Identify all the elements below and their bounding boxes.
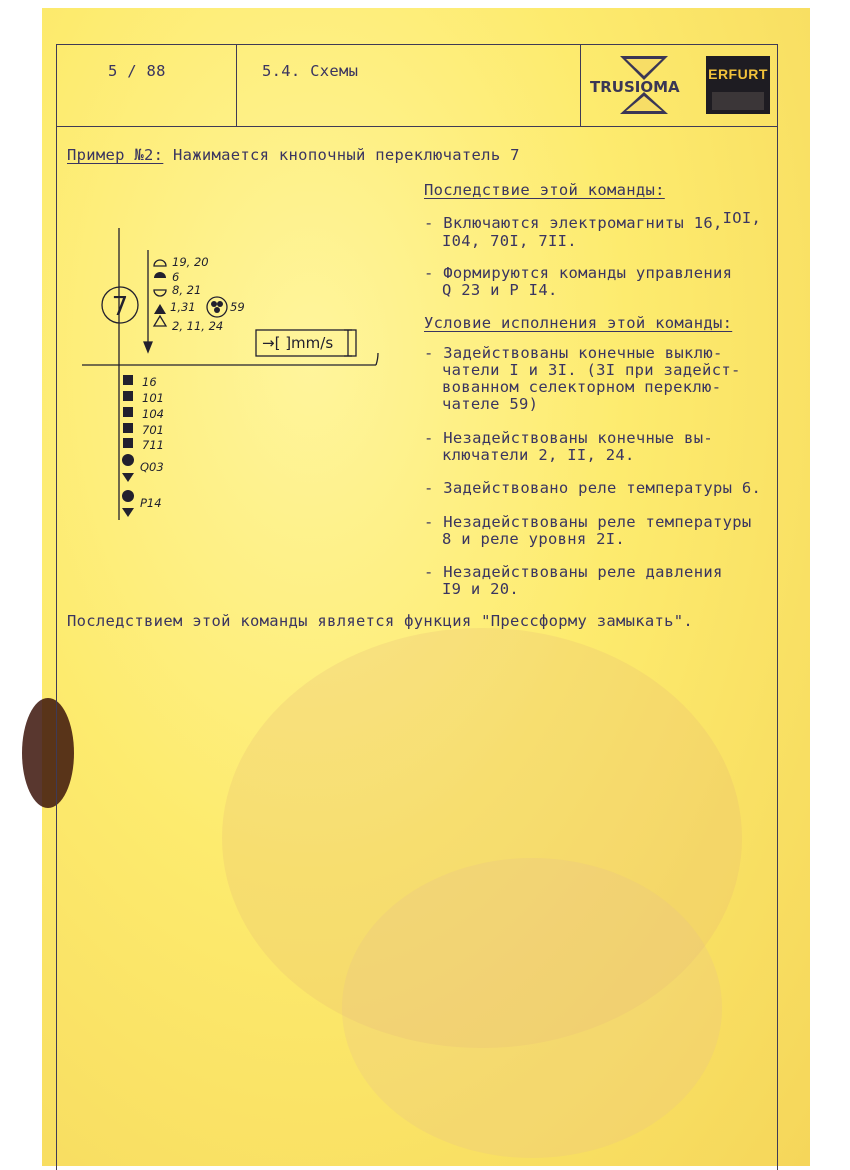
condition-item-line: чатели I и 3I. (3I при задейст- <box>442 361 741 379</box>
section-title: 5.4. Схемы <box>262 62 359 80</box>
header-cell-divider <box>236 44 237 126</box>
switch-number: 7 <box>111 292 129 322</box>
header-cell-divider <box>580 44 581 126</box>
command-label: P14 <box>140 496 162 510</box>
output-label: 104 <box>142 407 164 421</box>
actuator-label: →[ ]mm/s <box>262 334 334 352</box>
logo-text: TRUSIOMA <box>590 78 680 96</box>
condition-item-line: - Незадействованы реле температуры <box>424 513 752 531</box>
diagram-label: 2, 11, 24 <box>172 319 224 333</box>
example-text: Нажимается кнопочный переключатель 7 <box>172 146 520 164</box>
diagram-label: 1,31 <box>170 300 196 314</box>
output-label: 16 <box>142 375 157 389</box>
logic-diagram <box>60 220 390 530</box>
condition-item-line: 8 и реле уровня 2I. <box>442 530 626 548</box>
condition-heading: Условие исполнения этой команды: <box>424 314 733 332</box>
output-label: 701 <box>142 423 164 437</box>
condition-item-line: - Незадействованы реле давления <box>424 563 723 581</box>
consequence-item-line <box>424 209 762 232</box>
consequence-text: - Включаются электромагниты 16, <box>424 214 723 232</box>
example-label: Пример №2: <box>67 146 164 164</box>
condition-item-line: - Незадействованы конечные вы- <box>424 429 713 447</box>
page-number: 5 / 88 <box>108 62 166 80</box>
conclusion-text: Последствием этой команды является функция "Прессформу замыкать". <box>67 612 694 630</box>
consequence-heading: Последствие этой команды: <box>424 181 665 199</box>
command-label: Q03 <box>140 460 164 474</box>
condition-item-line: вованном селекторном переклю- <box>442 378 722 396</box>
condition-item-line: чателе 59) <box>442 395 539 413</box>
condition-item-line: - Задействовано реле температуры 6. <box>424 479 762 497</box>
output-label: 101 <box>142 391 164 405</box>
erfurt-logo-text: ERFURT <box>708 66 768 82</box>
consequence-item-line: I04, 70I, 7II. <box>442 232 577 250</box>
consequence-text: IOI, <box>722 209 762 227</box>
erfurt-logo <box>706 56 770 114</box>
diagram-label: 6 <box>172 270 180 284</box>
diagram-label: 59 <box>230 300 245 314</box>
consequence-item-line: - Формируются команды управления <box>424 264 733 282</box>
condition-item-line: ключатели 2, II, 24. <box>442 446 635 464</box>
condition-item-line: I9 и 20. <box>442 580 520 598</box>
condition-item-line: - Задействованы конечные выклю- <box>424 344 723 362</box>
trusioma-logo <box>586 52 702 122</box>
diagram-label: 8, 21 <box>172 283 202 297</box>
output-label: 711 <box>142 438 164 452</box>
consequence-item-line: Q 23 и P I4. <box>442 281 558 299</box>
erfurt-logo-mark <box>712 92 764 110</box>
header-divider <box>56 126 778 127</box>
example-heading <box>67 146 520 164</box>
diagram-label: 19, 20 <box>172 255 209 269</box>
page-frame <box>56 44 778 1170</box>
